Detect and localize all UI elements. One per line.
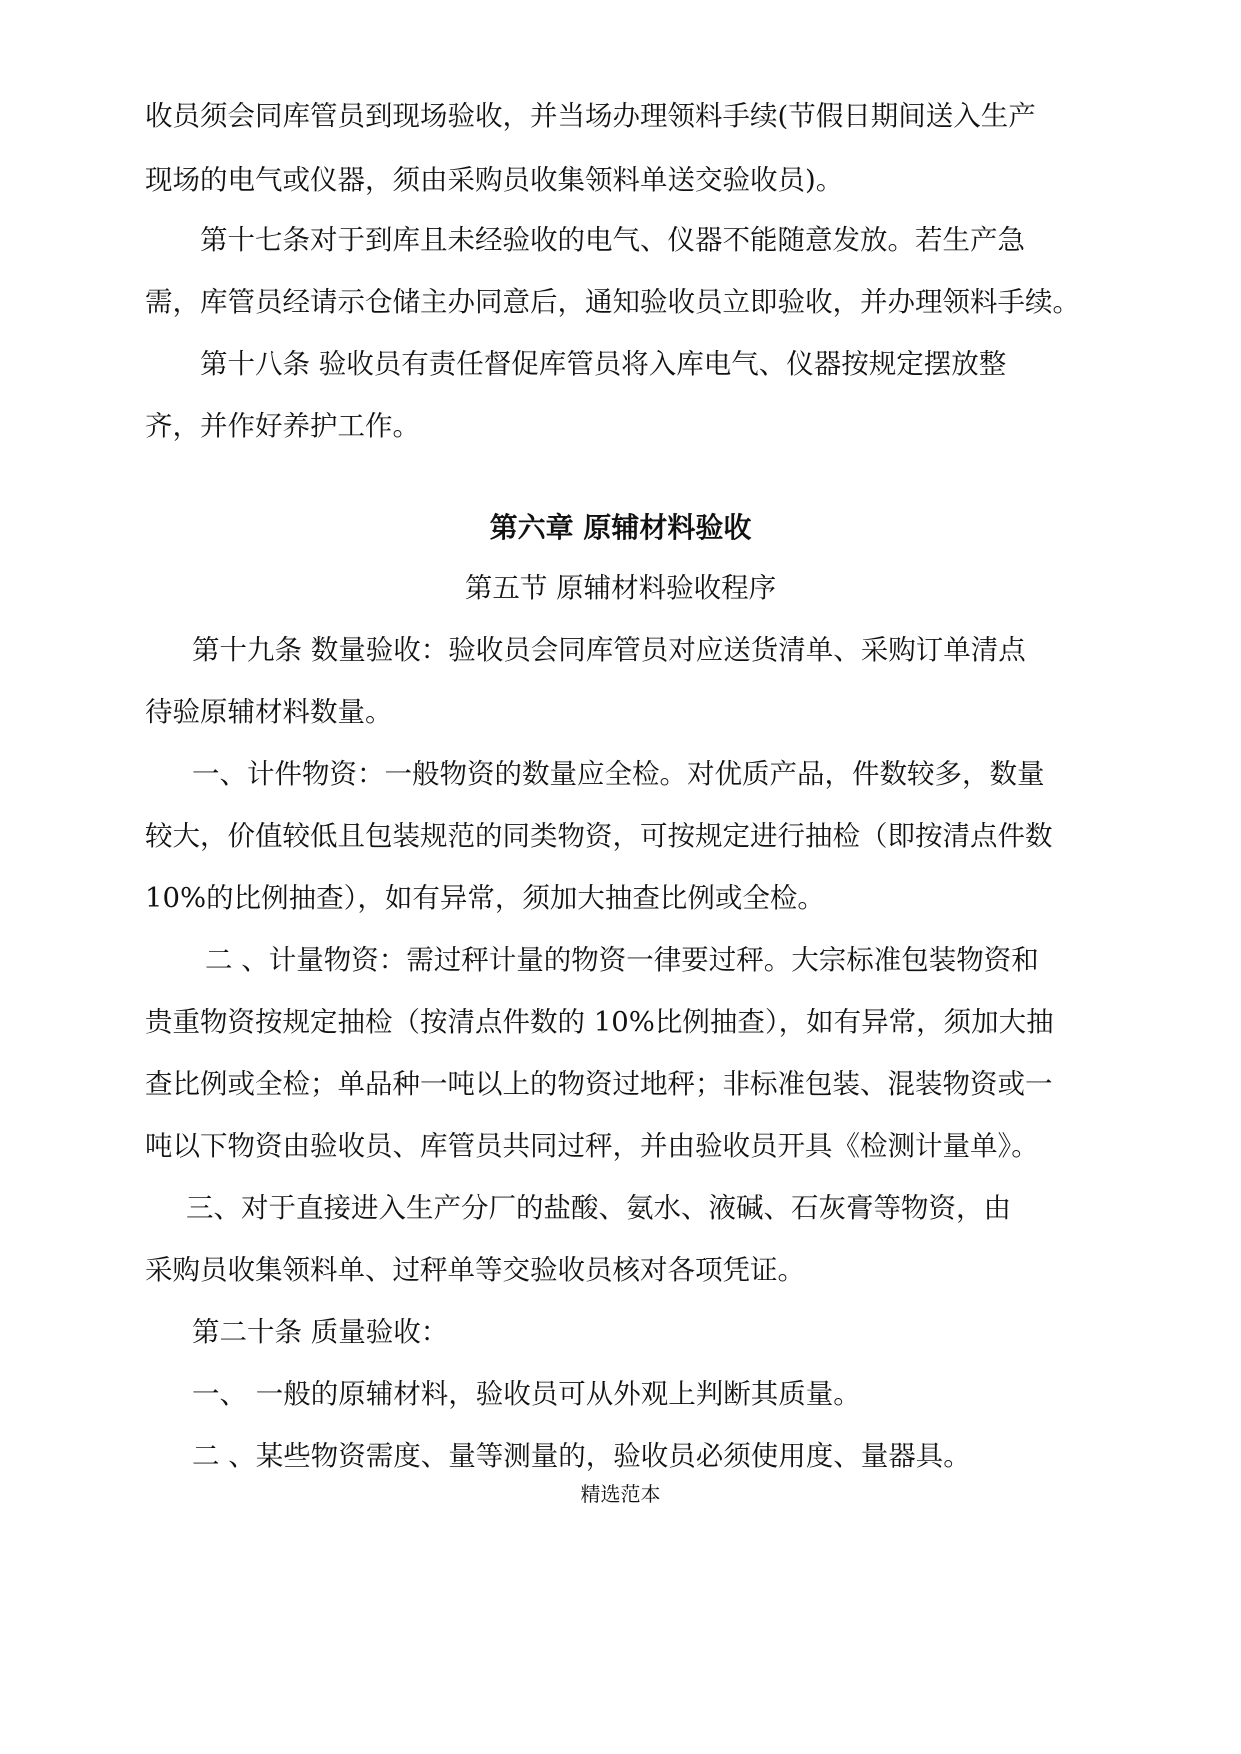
page-footer: 精选范本 xyxy=(580,1482,661,1506)
paragraph-line: 较大，价值较低且包装规范的同类物资，可按规定进行抽检（即按清点件数 xyxy=(145,820,1053,852)
section-title: 第五节 原辅材料验收程序 xyxy=(464,572,777,604)
paragraph-line: 齐，并作好养护工作。 xyxy=(145,410,420,442)
paragraph-line: 采购员收集领料单、过秤单等交验收员核对各项凭证。 xyxy=(145,1254,805,1286)
chapter-title: 第六章 原辅材料验收 xyxy=(489,511,752,544)
paragraph-line: 一、计件物资：一般物资的数量应全检。对优质产品，件数较多，数量 xyxy=(192,758,1045,790)
paragraph-line: 收员须会同库管员到现场验收，并当场办理领料手续(节假日期间送入生产 xyxy=(145,100,1036,132)
paragraph-line: 查比例或全检；单品种一吨以上的物资过地秤；非标准包装、混装物资或一 xyxy=(145,1068,1053,1100)
paragraph-line: 第十九条 数量验收：验收员会同库管员对应送货清单、采购订单清点 xyxy=(192,634,1026,666)
paragraph-line: 二 、计量物资：需过秤计量的物资一律要过秤。大宗标准包装物资和 xyxy=(205,944,1039,976)
paragraph-line: 三、对于直接进入生产分厂的盐酸、氨水、液碱、石灰膏等物资，由 xyxy=(186,1192,1011,1224)
paragraph-line: 二 、某些物资需度、量等测量的，验收员必须使用度、量器具。 xyxy=(192,1440,971,1472)
paragraph-line: 第十八条 验收员有责任督促库管员将入库电气、仪器按规定摆放整 xyxy=(200,348,1007,380)
paragraph-line: 待验原辅材料数量。 xyxy=(145,696,393,728)
paragraph-line: 贵重物资按规定抽检（按清点件数的 10%比例抽查），如有异常，须加大抽 xyxy=(145,1006,1054,1038)
paragraph-line: 需，库管员经请示仓储主办同意后，通知验收员立即验收，并办理领料手续。 xyxy=(145,286,1080,318)
paragraph-line: 10%的比例抽查），如有异常，须加大抽查比例或全检。 xyxy=(145,882,825,914)
paragraph-line: 第二十条 质量验收： xyxy=(192,1316,449,1348)
paragraph-line: 现场的电气或仪器，须由采购员收集领料单送交验收员)。 xyxy=(145,164,844,196)
paragraph-line: 吨以下物资由验收员、库管员共同过秤，并由验收员开具《检测计量单》。 xyxy=(145,1130,1039,1162)
paragraph-line: 第十七条对于到库且未经验收的电气、仪器不能随意发放。若生产急 xyxy=(200,224,1025,256)
paragraph-line: 一、 一般的原辅材料，验收员可从外观上判断其质量。 xyxy=(192,1378,861,1410)
